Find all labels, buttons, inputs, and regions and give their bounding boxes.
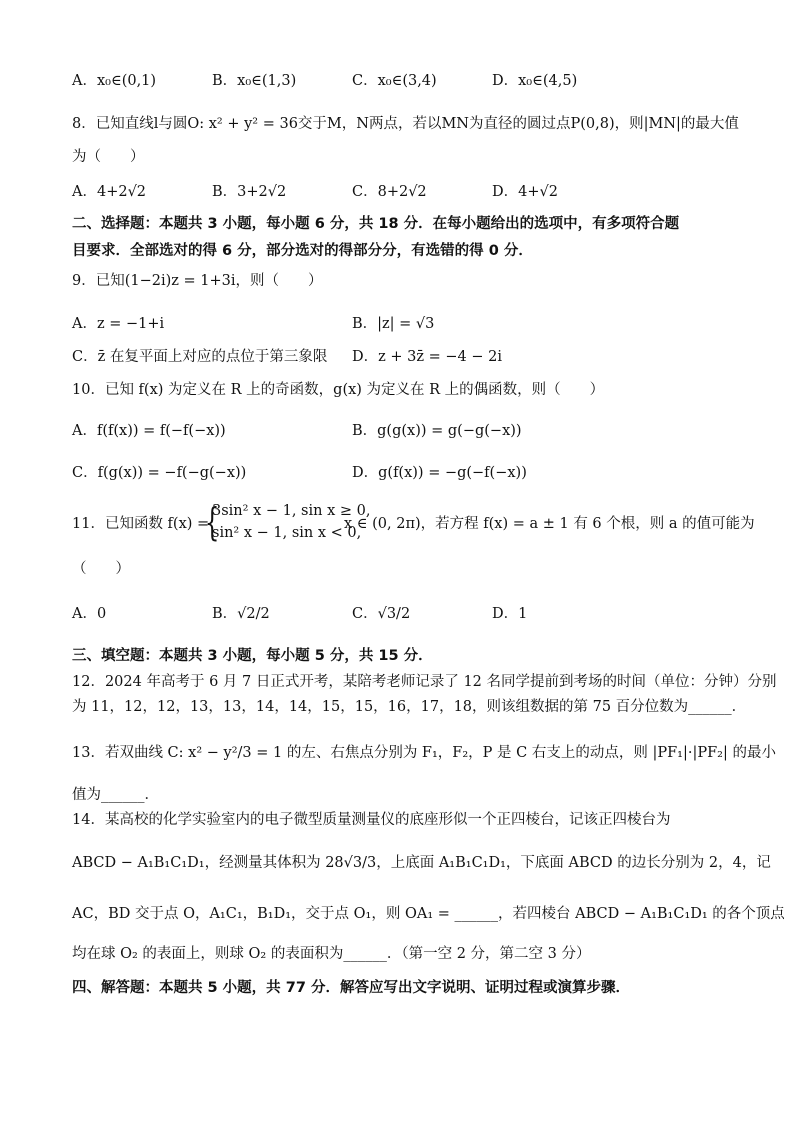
q10-option-c: C．f(g(x)) = −f(−g(−x)) <box>72 465 247 481</box>
q11-paren: （ ） <box>72 561 130 577</box>
q8-stem-line1: 8．已知直线l与圆O: x² + y² = 36交于M，N两点，若以MN为直径的圆过点P(0,8)，则|MN|的最大值 <box>72 116 739 132</box>
q8-option-d: D．4+√2 <box>492 184 558 200</box>
q14-line4: 均在球 O₂ 的表面上，则球 O₂ 的表面积为______．（第一空 2 分，第二空 3 分） <box>72 946 591 962</box>
q10-option-a: A．f(f(x)) = f(−f(−x)) <box>72 423 226 439</box>
q8-option-c: C．8+2√2 <box>352 184 427 200</box>
q11-option-d: D．1 <box>492 606 528 622</box>
q11-option-c: C．√3/2 <box>352 606 411 622</box>
q7-option-d: D．x₀∈(4,5) <box>492 73 578 89</box>
q9-option-d: D．z + 3z̄ = −4 − 2i <box>352 349 502 365</box>
section2-heading-line1: 二、选择题：本题共 3 小题，每小题 6 分，共 18 分．在每小题给出的选项中，有多项符合题 <box>72 216 680 232</box>
q13-line1: 13．若双曲线 C: x² − y²/3 = 1 的左、右焦点分别为 F₁，F₂，P 是 C 右支上的动点，则 |PF₁|·|PF₂| 的最小 <box>72 745 776 761</box>
q9-stem: 9．已知(1−2i)z = 1+3i，则（ ） <box>72 273 323 289</box>
section2-heading-line2: 目要求．全部选对的得 6 分，部分选对的得部分分，有选错的得 0 分． <box>72 243 533 259</box>
q9-option-a: A．z = −1+i <box>72 316 165 332</box>
brace-glyph: { <box>204 500 220 544</box>
q8-stem-line2: 为（ ） <box>72 149 145 165</box>
q10-stem: 10．已知 f(x) 为定义在 R 上的奇函数，g(x) 为定义在 R 上的偶函数，则（ ） <box>72 382 605 398</box>
q10-option-d: D．g(f(x)) = −g(−f(−x)) <box>352 465 527 481</box>
q8-option-b: B．3+2√2 <box>212 184 287 200</box>
q11-option-a: A．0 <box>72 606 107 622</box>
q7-option-c: C．x₀∈(3,4) <box>352 73 437 89</box>
q10-option-b: B．g(g(x)) = g(−g(−x)) <box>352 423 522 439</box>
q9-option-b: B．|z| = √3 <box>352 316 435 332</box>
q11-case2: sin² x − 1, sin x < 0, <box>212 525 362 541</box>
q7-option-a: A．x₀∈(0,1) <box>72 73 157 89</box>
section4-heading: 四、解答题：本题共 5 小题，共 77 分．解答应写出文字说明、证明过程或演算步骤． <box>72 980 630 996</box>
q14-line3: AC，BD 交于点 O，A₁C₁，B₁D₁，交于点 O₁，则 OA₁ = ______，若四棱台 ABCD − A₁B₁C₁D₁ 的各个顶点 <box>72 906 785 922</box>
q13-line2: 值为______． <box>72 787 159 803</box>
q11-option-b: B．√2/2 <box>212 606 270 622</box>
q12-line2: 为 11，12，12，13，13，14，14，15，15，16，17，18，则该组数据的第 75 百分位数为______． <box>72 699 747 715</box>
q8-option-a: A．4+2√2 <box>72 184 147 200</box>
q11-case1: 3sin² x − 1, sin x ≥ 0, <box>212 503 371 519</box>
q11-lead: 11．已知函数 f(x) = <box>72 516 210 532</box>
q14-line2: ABCD − A₁B₁C₁D₁，经测量其体积为 28√3/3，上底面 A₁B₁C₁D₁，下底面 ABCD 的边长分别为 2，4，记 <box>72 855 771 871</box>
q11-tail: x ∈ (0, 2π)，若方程 f(x) = a ± 1 有 6 个根，则 a 的值可能为 <box>344 516 755 532</box>
q9-option-c: C．z̄ 在复平面上对应的点位于第三象限 <box>72 349 328 365</box>
section3-heading: 三、填空题：本题共 3 小题，每小题 5 分，共 15 分． <box>72 648 433 664</box>
q7-option-b: B．x₀∈(1,3) <box>212 73 297 89</box>
q12-line1: 12．2024 年高考于 6 月 7 日正式开考，某陪考老师记录了 12 名同学提前到考场的时间（单位：分钟）分别 <box>72 674 777 690</box>
q14-line1: 14．某高校的化学实验室内的电子微型质量测量仪的底座形似一个正四棱台，记该正四棱台为 <box>72 812 671 828</box>
